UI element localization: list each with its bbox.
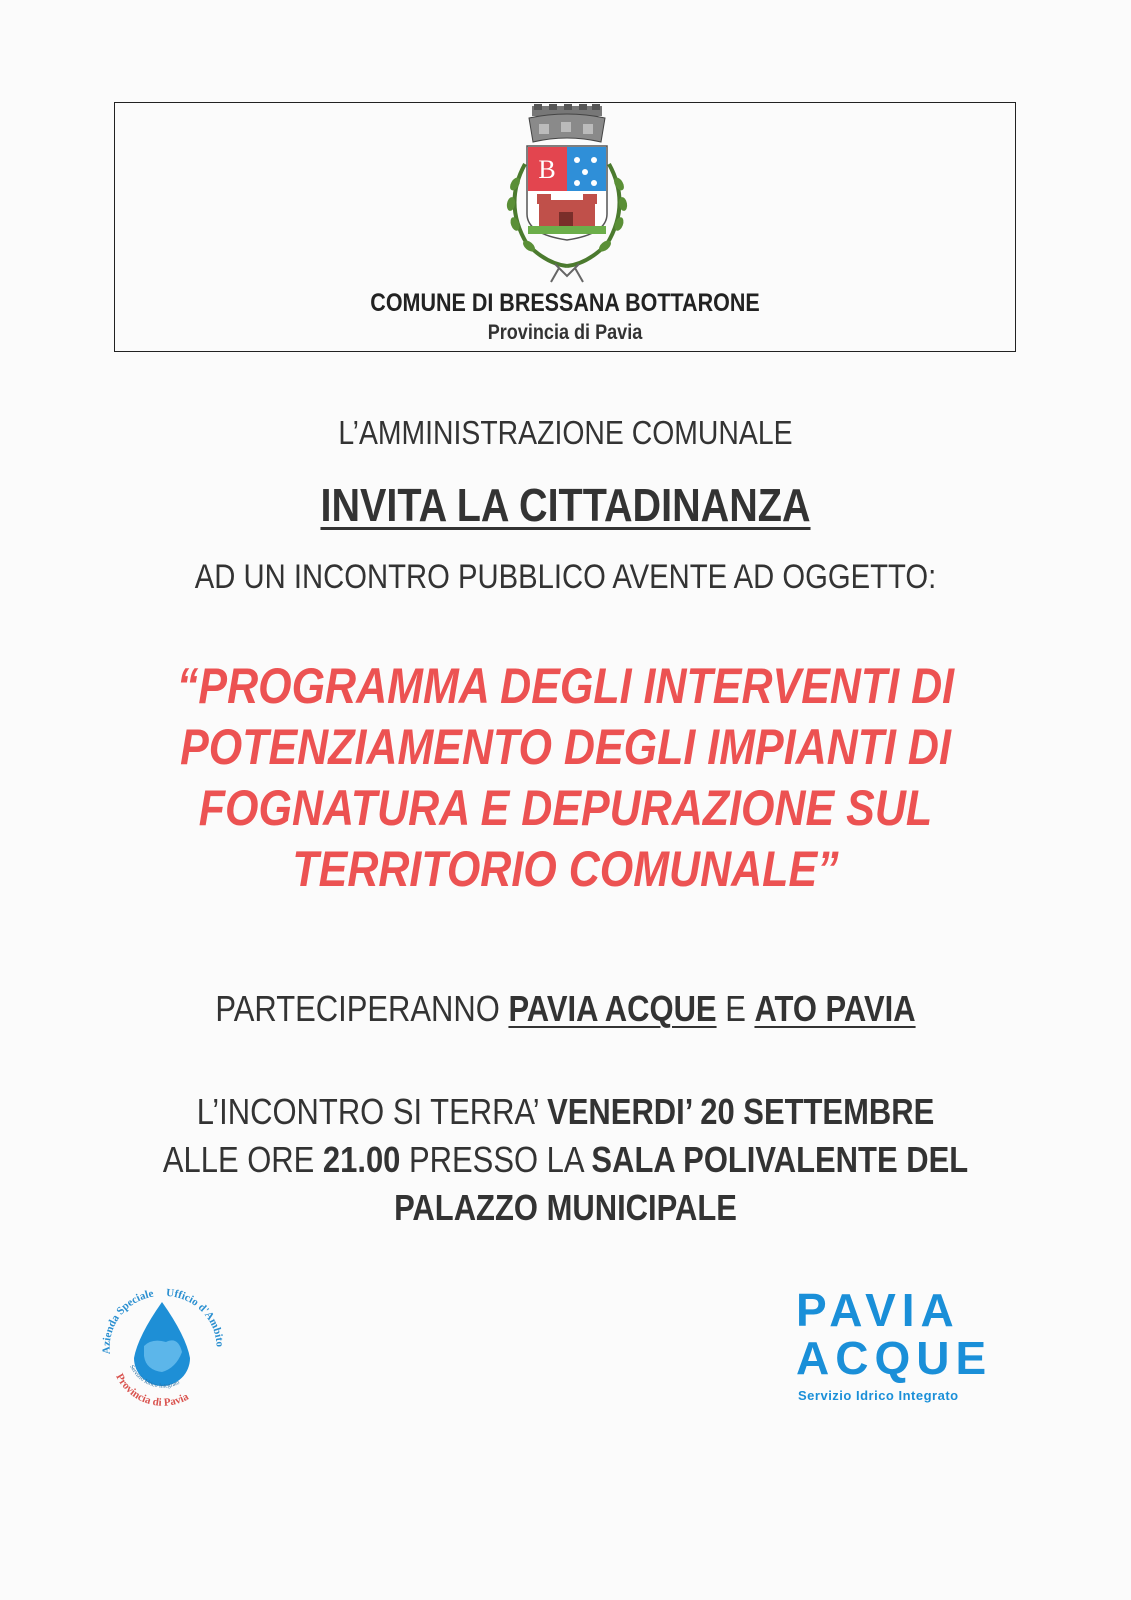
acque-word: ACQUE <box>796 1332 993 1384</box>
pavia-acque-wordmark <box>796 1286 996 1382</box>
meeting-title <box>79 656 1052 900</box>
ato-arc-bottom: Provincia di Pavia <box>113 1371 191 1409</box>
title-line-1: “PROGRAMMA DEGLI INTERVENTI DI <box>176 658 955 714</box>
details-presso: PRESSO LA <box>409 1139 583 1180</box>
ato-arc-right: Ufficio d'Ambito <box>165 1286 226 1348</box>
ato-pavia-logo <box>92 1276 232 1416</box>
participant-pavia-acque: PAVIA ACQUE <box>508 988 717 1029</box>
coat-of-arms-icon <box>497 104 637 284</box>
details-intro: L’INCONTRO SI TERRA’ <box>196 1091 539 1132</box>
pavia-acque-logo <box>796 1286 996 1416</box>
title-line-2: POTENZIAMENTO DEGLI IMPIANTI DI <box>180 719 951 775</box>
meeting-date: VENERDI’ 20 SETTEMBRE <box>547 1091 935 1132</box>
title-line-3: FOGNATURA E DEPURAZIONE SUL <box>198 780 933 836</box>
meeting-venue: SALA POLIVALENTE DEL <box>591 1139 969 1180</box>
details-line-1 <box>79 1088 1052 1136</box>
participant-ato-pavia: ATO PAVIA <box>754 988 916 1029</box>
ato-arc-left: Azienda Speciale <box>100 1287 155 1355</box>
meeting-venue-building: PALAZZO MUNICIPALE <box>394 1187 737 1228</box>
participants-prefix: PARTECIPERANNO <box>215 988 500 1029</box>
comune-name: COMUNE DI BRESSANA BOTTARONE <box>370 289 760 317</box>
invita-text: INVITA LA CITTADINANZA <box>320 479 811 531</box>
participants-line <box>79 988 1052 1030</box>
provincia-label: Provincia di Pavia <box>487 321 643 344</box>
title-line-4: TERRITORIO COMUNALE” <box>292 841 839 897</box>
ato-arc-inner: Servizio Idrico Integrato <box>128 1364 181 1390</box>
invita-heading <box>79 478 1052 532</box>
amministrazione-label: L’AMMINISTRAZIONE COMUNALE <box>338 414 793 451</box>
pavia-acque-tagline: Servizio Idrico Integrato <box>798 1388 959 1403</box>
details-line-2 <box>79 1136 1052 1184</box>
details-line-3 <box>79 1184 1052 1232</box>
meeting-details <box>79 1088 1052 1232</box>
details-ore: ALLE ORE <box>162 1139 315 1180</box>
participants-conj: E <box>725 988 746 1029</box>
meeting-time: 21.00 <box>322 1139 401 1180</box>
coat-letter: B <box>538 155 556 184</box>
oggetto-label: AD UN INCONTRO PUBBLICO AVENTE AD OGGETTO: <box>194 558 937 596</box>
pavia-word: PAVIA <box>796 1284 960 1336</box>
